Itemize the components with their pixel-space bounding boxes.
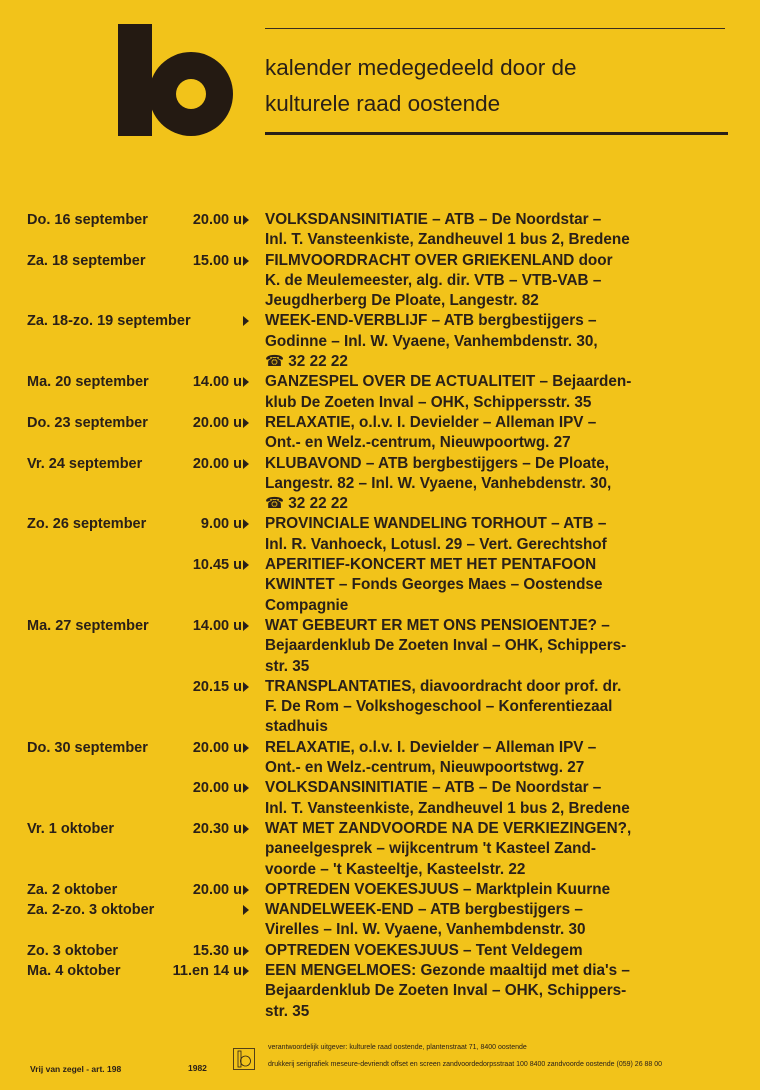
event-time: 15.00 u bbox=[192, 252, 242, 269]
event-row bbox=[0, 839, 760, 859]
event-description: ☎ 32 22 22 bbox=[265, 353, 348, 371]
event-date: Za. 18 september bbox=[27, 252, 146, 269]
event-description: ☎ 32 22 22 bbox=[265, 495, 348, 513]
arrow-icon bbox=[243, 885, 249, 895]
event-row bbox=[0, 981, 760, 1001]
event-description: TRANSPLANTATIES, diavoordracht door prof. dr. bbox=[265, 677, 622, 695]
event-row bbox=[0, 920, 760, 940]
event-time: 20.00 u bbox=[192, 739, 242, 756]
event-description: Bejaardenklub De Zoeten Inval – OHK, Schippers- bbox=[265, 637, 627, 655]
event-description: klub De Zoeten Inval – OHK, Schippersstr. 35 bbox=[265, 393, 592, 411]
event-row bbox=[0, 393, 760, 413]
event-description: Virelles – Inl. W. Vyaene, Vanhembdenstr. 30 bbox=[265, 921, 586, 939]
event-row bbox=[0, 372, 760, 392]
arrow-icon bbox=[243, 256, 249, 266]
event-row bbox=[0, 474, 760, 494]
arrow-icon bbox=[243, 215, 249, 225]
event-date: Ma. 27 september bbox=[27, 617, 149, 634]
event-row bbox=[0, 860, 760, 880]
arrow-icon bbox=[243, 316, 249, 326]
event-description: Ont.- en Welz.-centrum, Nieuwpoortstwg. 27 bbox=[265, 759, 585, 777]
event-row bbox=[0, 555, 760, 575]
event-description: Jeugdherberg De Ploate, Langestr. 82 bbox=[265, 292, 539, 310]
event-date: Vr. 24 september bbox=[27, 455, 143, 472]
event-row bbox=[0, 352, 760, 372]
event-row bbox=[0, 636, 760, 656]
event-description: VOLKSDANSINITIATIE – ATB – De Noordstar – bbox=[265, 211, 602, 228]
event-date: Vr. 1 oktober bbox=[27, 820, 115, 837]
event-date: Do. 30 september bbox=[27, 739, 148, 756]
header-title-line2: kulturele raad oostende bbox=[265, 91, 501, 116]
event-time: 20.00 u bbox=[192, 455, 242, 472]
event-description: WANDELWEEK-END – ATB bergbestijgers – bbox=[265, 901, 583, 919]
event-row bbox=[0, 900, 760, 920]
event-date: Ma. 4 oktober bbox=[27, 962, 121, 979]
event-row bbox=[0, 616, 760, 636]
event-description: PROVINCIALE WANDELING TORHOUT – ATB – bbox=[265, 515, 607, 533]
arrow-icon bbox=[243, 946, 249, 956]
arrow-icon bbox=[243, 682, 249, 692]
event-description: OPTREDEN VOEKESJUUS – Tent Veldegem bbox=[265, 941, 583, 959]
header-title-line1: kalender medegedeeld door de bbox=[265, 55, 577, 80]
event-time: 20.15 u bbox=[192, 678, 242, 695]
event-time: 9.00 u bbox=[200, 516, 242, 533]
event-description: Compagnie bbox=[265, 596, 349, 614]
arrow-icon bbox=[243, 905, 249, 915]
arrow-icon bbox=[243, 966, 249, 976]
event-description: Inl. T. Vansteenkiste, Zandheuvel 1 bus 2, Bredene bbox=[265, 231, 630, 249]
event-row bbox=[0, 535, 760, 555]
event-description: str. 35 bbox=[265, 657, 310, 675]
arrow-icon bbox=[243, 783, 249, 793]
event-row bbox=[0, 311, 760, 331]
event-row bbox=[0, 494, 760, 514]
arrow-icon bbox=[243, 519, 249, 529]
event-date: Zo. 3 oktober bbox=[27, 942, 119, 959]
event-time: 20.30 u bbox=[192, 820, 242, 837]
event-description: RELAXATIE, o.l.v. I. Devielder – Alleman IPV – bbox=[265, 413, 597, 431]
event-description: WAT MET ZANDVOORDE NA DE VERKIEZINGEN?, bbox=[265, 819, 632, 837]
event-row bbox=[0, 738, 760, 758]
event-description: Ont.- en Welz.-centrum, Nieuwpoortwg. 27 bbox=[265, 434, 571, 452]
event-row bbox=[0, 697, 760, 717]
event-row bbox=[0, 880, 760, 900]
event-description: RELAXATIE, o.l.v. I. Devielder – Alleman IPV – bbox=[265, 738, 597, 756]
header-rule-bottom bbox=[265, 132, 728, 135]
event-description: FILMVOORDRACHT OVER GRIEKENLAND door bbox=[265, 251, 613, 269]
footer-publisher: verantwoordelijk uitgever: kulturele raad oostende, plantenstraat 71, 8400 oostende bbox=[268, 1044, 527, 1051]
event-date: Do. 16 september bbox=[27, 212, 148, 228]
arrow-icon bbox=[243, 621, 249, 631]
kro-logo bbox=[118, 24, 248, 136]
event-description: F. De Rom – Volkshogeschool – Konferentiezaal bbox=[265, 698, 613, 716]
event-row bbox=[0, 819, 760, 839]
event-row bbox=[0, 758, 760, 778]
event-row bbox=[0, 514, 760, 534]
event-row bbox=[0, 657, 760, 677]
footer-logo-icon bbox=[233, 1048, 255, 1070]
event-description: voorde – 't Kasteeltje, Kasteelstr. 22 bbox=[265, 860, 526, 878]
event-description: WAT GEBEURT ER MET ONS PENSIOENTJE? – bbox=[265, 616, 610, 634]
header-rule-top bbox=[265, 28, 725, 29]
event-date: Za. 2-zo. 3 oktober bbox=[27, 902, 155, 919]
event-list bbox=[0, 210, 760, 1022]
event-row bbox=[0, 271, 760, 291]
event-row bbox=[0, 230, 760, 250]
event-row bbox=[0, 454, 760, 474]
event-description: Bejaardenklub De Zoeten Inval – OHK, Schippers- bbox=[265, 982, 627, 1000]
event-row bbox=[0, 291, 760, 311]
event-time: 11.en 14 u bbox=[172, 962, 242, 979]
event-description: KWINTET – Fonds Georges Maes – Oostendse bbox=[265, 576, 603, 594]
header-title bbox=[265, 50, 576, 122]
event-row bbox=[0, 677, 760, 697]
event-time: 20.00 u bbox=[192, 881, 242, 898]
event-description: VOLKSDANSINITIATIE – ATB – De Noordstar – bbox=[265, 779, 602, 797]
event-time: 14.00 u bbox=[192, 374, 242, 391]
event-row bbox=[0, 799, 760, 819]
event-row bbox=[0, 332, 760, 352]
event-row bbox=[0, 717, 760, 737]
event-row bbox=[0, 941, 760, 961]
event-time: 20.00 u bbox=[192, 212, 242, 228]
arrow-icon bbox=[243, 418, 249, 428]
event-description: Langestr. 82 – Inl. W. Vyaene, Vanhebdenstr. 30, bbox=[265, 474, 612, 492]
event-date: Za. 2 oktober bbox=[27, 881, 118, 898]
event-row bbox=[0, 961, 760, 981]
event-time: 20.00 u bbox=[192, 780, 242, 797]
arrow-icon bbox=[243, 743, 249, 753]
footer-printer: drukkerij serigrafiek meseure-devriendt offset en screen zandvoordedorpsstraat 100 8400 zandvoorde oostende (059) 26 88 00 bbox=[268, 1061, 663, 1068]
event-row bbox=[0, 251, 760, 271]
event-row bbox=[0, 596, 760, 616]
event-row bbox=[0, 575, 760, 595]
event-description: str. 35 bbox=[265, 1002, 310, 1020]
event-description: K. de Meulemeester, alg. dir. VTB – VTB-VAB – bbox=[265, 271, 602, 289]
event-time: 14.00 u bbox=[192, 617, 242, 634]
event-description: stadhuis bbox=[265, 718, 328, 736]
event-description: Inl. R. Vanhoeck, Lotusl. 29 – Vert. Gerechtshof bbox=[265, 535, 607, 553]
footer-year: 1982 bbox=[188, 1063, 207, 1073]
event-row bbox=[0, 433, 760, 453]
event-date: Ma. 20 september bbox=[27, 374, 149, 391]
event-description: paneelgesprek – wijkcentrum 't Kasteel Zand- bbox=[265, 840, 596, 858]
event-row bbox=[0, 1002, 760, 1022]
event-description: GANZESPEL OVER DE ACTUALITEIT – Bejaarden- bbox=[265, 373, 632, 391]
arrow-icon bbox=[243, 560, 249, 570]
event-description: Inl. T. Vansteenkiste, Zandheuvel 1 bus 2, Bredene bbox=[265, 799, 630, 817]
event-time: 10.45 u bbox=[192, 557, 242, 574]
arrow-icon bbox=[243, 824, 249, 834]
event-description: KLUBAVOND – ATB bergbestijgers – De Ploate, bbox=[265, 454, 609, 472]
event-date: Do. 23 september bbox=[27, 414, 148, 431]
event-time: 20.00 u bbox=[192, 414, 242, 431]
event-date: Za. 18-zo. 19 september bbox=[27, 313, 191, 330]
event-row bbox=[0, 210, 760, 230]
event-description: WEEK-END-VERBLIJF – ATB bergbestijgers – bbox=[265, 312, 597, 330]
event-time: 15.30 u bbox=[192, 942, 242, 959]
event-row bbox=[0, 778, 760, 798]
event-description: OPTREDEN VOEKESJUUS – Marktplein Kuurne bbox=[265, 880, 611, 898]
event-row bbox=[0, 413, 760, 433]
arrow-icon bbox=[243, 459, 249, 469]
event-description: APERITIEF-KONCERT MET HET PENTAFOON bbox=[265, 556, 597, 574]
footer-stamp-text: Vrij van zegel - art. 198 bbox=[30, 1064, 122, 1074]
event-date: Zo. 26 september bbox=[27, 516, 147, 533]
arrow-icon bbox=[243, 377, 249, 387]
event-description: EEN MENGELMOES: Gezonde maaltijd met dia's – bbox=[265, 961, 630, 979]
event-description: Godinne – Inl. W. Vyaene, Vanhembdenstr. 30, bbox=[265, 332, 598, 350]
